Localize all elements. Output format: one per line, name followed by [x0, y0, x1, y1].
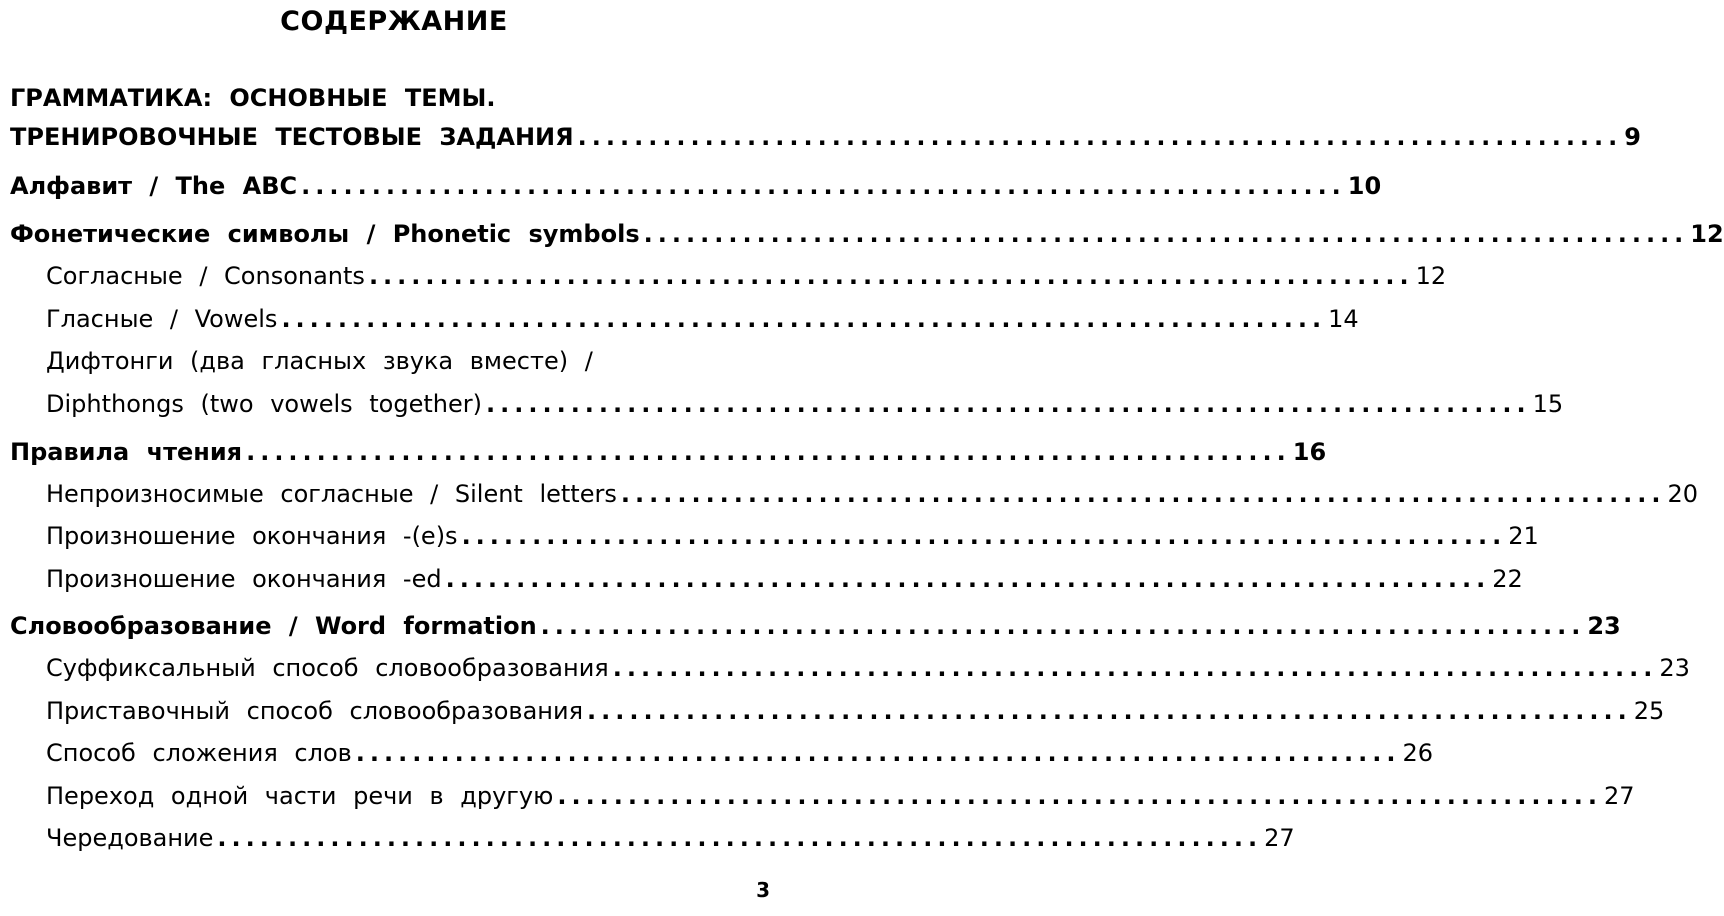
- dot-leader: ..........................................................................: [368, 262, 1414, 290]
- toc-subentry: [46, 480, 1699, 508]
- dot-leader: ..........................................................................: [281, 305, 1327, 333]
- toc-subentry: [46, 262, 1447, 290]
- toc-entry-label: Способ сложения слов: [46, 739, 352, 767]
- toc-entry-label: ТРЕНИРОВОЧНЫЕ ТЕСТОВЫЕ ЗАДАНИЯ: [10, 123, 574, 151]
- toc-entry: [10, 220, 1724, 248]
- toc-entry: [10, 172, 1382, 200]
- toc-entry-label: Фонетические символы / Phonetic symbols: [10, 220, 640, 248]
- dot-leader: ..........................................................................: [643, 220, 1689, 248]
- dot-leader: ..........................................................................: [301, 172, 1346, 200]
- toc-entry-label: Произношение окончания -ed: [46, 565, 442, 593]
- dot-leader: ..........................................................................: [620, 480, 1666, 508]
- toc-entry-label: Суффиксальный способ словообразования: [46, 654, 609, 682]
- dot-leader: ..........................................................................: [445, 565, 1491, 593]
- toc-entry-label: Правила чтения: [10, 438, 243, 466]
- dot-leader: ..........................................................................: [217, 824, 1263, 852]
- toc-entry-page: 22: [1492, 565, 1523, 593]
- page-title: СОДЕРЖАНИЕ: [280, 6, 508, 37]
- toc-entry-page: 27: [1264, 824, 1295, 852]
- toc-entry-page: 10: [1347, 172, 1382, 200]
- toc-entry-page: 26: [1402, 739, 1433, 767]
- toc-entry-label: Дифтонги (два гласных звука вместе) /: [46, 347, 593, 375]
- toc-entry-label: Переход одной части речи в другую: [46, 782, 554, 810]
- toc-subentry: [46, 347, 775, 375]
- dot-leader: ..........................................................................: [577, 123, 1623, 151]
- toc-entry-page: 27: [1604, 782, 1635, 810]
- toc-entry-label: Произношение окончания -(e)s: [46, 522, 458, 550]
- dot-leader: ..........................................................................: [557, 782, 1602, 810]
- toc-entry-page: 23: [1587, 612, 1621, 640]
- toc-subentry: [46, 697, 1665, 725]
- dot-leader: ..........................................................................: [246, 438, 1291, 466]
- toc-entry-page: 15: [1532, 390, 1564, 418]
- toc-entry: [10, 84, 775, 112]
- dot-leader: ..........................................................................: [587, 697, 1632, 725]
- toc-entry-label: Гласные / Vowels: [46, 305, 278, 333]
- toc-subentry: [46, 739, 1433, 767]
- toc-entry-label: Diphthongs (two vowels together): [46, 390, 482, 418]
- dot-leader: ..........................................................................: [355, 739, 1401, 767]
- toc-entry-page: 9: [1624, 123, 1641, 151]
- toc-entry-label: Непроизносимые согласные / Silent letters: [46, 480, 617, 508]
- toc-entry-label: Приставочный способ словообразования: [46, 697, 584, 725]
- toc-entry-label: Чередование: [46, 824, 214, 852]
- toc-entry-label: Алфавит / The ABC: [10, 172, 298, 200]
- toc-subentry: [46, 654, 1690, 682]
- toc-entry: [10, 612, 1621, 640]
- dot-leader: ..........................................................................: [540, 612, 1586, 640]
- toc-entry-page: 20: [1667, 480, 1699, 508]
- toc-entry-page: 21: [1508, 522, 1539, 550]
- toc-entry-label: Словообразование / Word formation: [10, 612, 537, 640]
- toc-entry-label: Согласные / Consonants: [46, 262, 365, 290]
- toc-entry-page: 12: [1690, 220, 1724, 248]
- page-number: 3: [756, 878, 770, 902]
- dot-leader: ..........................................................................: [461, 522, 1507, 550]
- toc-entry-page: 25: [1633, 697, 1665, 725]
- toc-subentry: [46, 522, 1539, 550]
- toc-entry: [10, 438, 1327, 466]
- toc-subentry: [46, 782, 1635, 810]
- dot-leader: ..........................................................................: [612, 654, 1658, 682]
- toc-entry-page: 16: [1292, 438, 1327, 466]
- toc-entry-page: 14: [1328, 305, 1359, 333]
- toc-subentry: [46, 390, 1564, 418]
- toc-subentry: [46, 824, 1295, 852]
- toc-entry: [10, 123, 1641, 151]
- dot-leader: ..........................................................................: [485, 390, 1531, 418]
- toc-entry-label: ГРАММАТИКА: ОСНОВНЫЕ ТЕМЫ.: [10, 84, 496, 112]
- toc-subentry: [46, 565, 1523, 593]
- toc-entry-page: 23: [1659, 654, 1690, 682]
- toc-subentry: [46, 305, 1359, 333]
- toc-entry-page: 12: [1415, 262, 1447, 290]
